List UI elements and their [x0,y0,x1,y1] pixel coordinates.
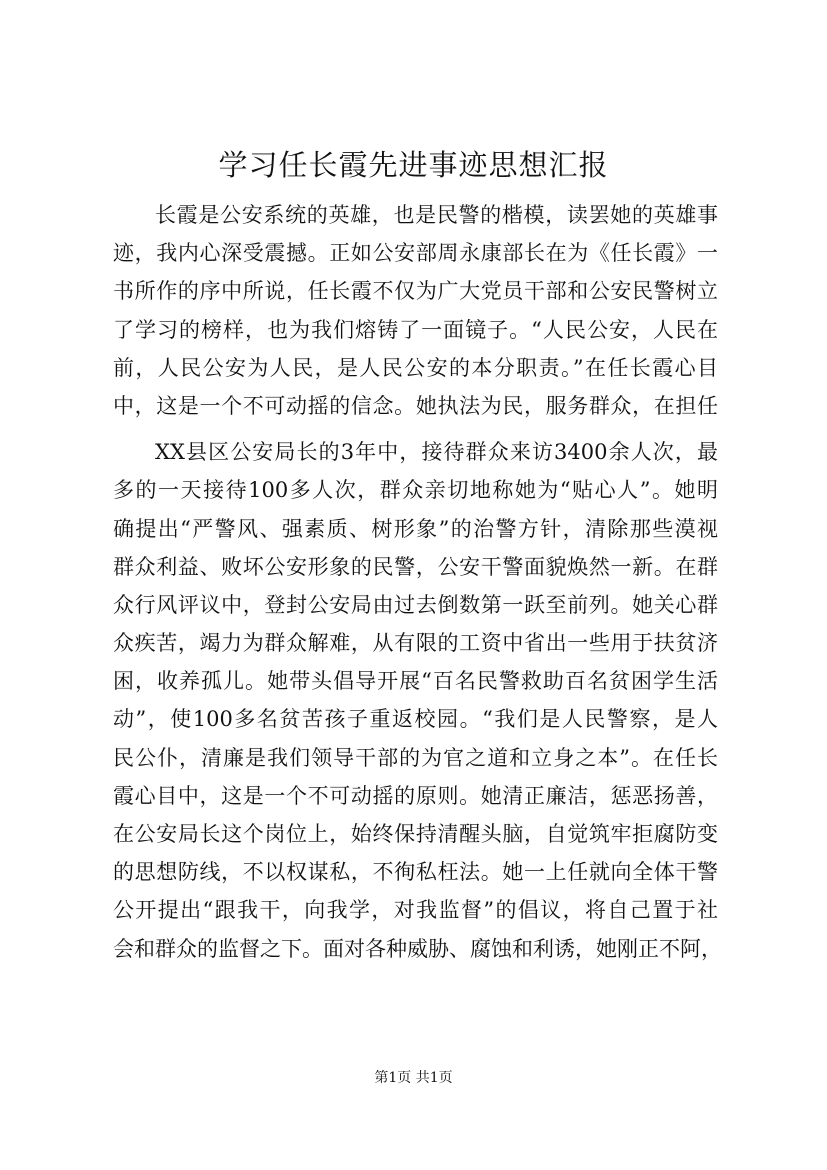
text-line: 了学习的榜样，也为我们熔铸了一面镜子。“人民公安，人民在 [113,317,718,342]
text-line: 的思想防线，不以权谋私，不徇私枉法。她一上任就向全体干警 [113,860,718,885]
text-line: 民公仆，清廉是我们领导干部的为官之道和立身之本”。在任长 [113,745,718,770]
text-line: 多的一天接待100多人次，群众亲切地称她为“贴心人”。她明 [113,478,718,503]
document-body [113,196,722,968]
text-line: 霞心目中，这是一个不可动摇的原则。她清正廉洁，惩恶扬善， [113,783,718,808]
text-line: XX县区公安局长的3年中，接待群众来访3400余人次，最 [155,440,718,465]
text-line: 书所作的序中所说，任长霞不仅为广大党员干部和公安民警树立 [113,279,718,304]
text-line: 困，收养孤儿。她带头倡导开展“百名民警救助百名贫困学生活 [113,669,718,694]
text-line: 迹，我内心深受震撼。正如公安部周永康部长在为《任长霞》一 [113,241,718,266]
text-line: 确提出“严警风、强素质、树形象”的治警方针，清除那些漠视 [113,516,718,541]
text-line: 群众利益、败坏公安形象的民警，公安干警面貌焕然一新。在群 [113,554,718,579]
paragraph-gap [113,425,718,433]
page-number-footer: 第1页 共1页 [374,1070,453,1086]
text-line: 长霞是公安系统的英雄，也是民警的楷模，读罢她的英雄事 [155,203,718,227]
text-line: 公开提出“跟我干，向我学，对我监督”的倡议，将自己置于社 [113,898,718,923]
text-line: 动”，使100多名贫苦孩子重返校园。“我们是人民警察，是人 [113,707,718,732]
text-line: 前，人民公安为人民，是人民公安的本分职责。”在任长霞心目 [113,355,718,380]
paragraph-1 [113,196,718,425]
text-line: 会和群众的监督之下。面对各种威胁、腐蚀和利诱，她刚正不阿， [113,936,722,961]
text-line: 众行风评议中，登封公安局由过去倒数第一跃至前列。她关心群 [113,592,718,617]
text-line: 众疾苦，竭力为群众解难，从有限的工资中省出一些用于扶贫济 [113,631,718,656]
text-line: 在公安局长这个岗位上，始终保持清醒头脑，自觉筑牢拒腐防变 [113,822,718,846]
paragraph-2 [113,433,722,968]
text-line: 中，这是一个不可动摇的信念。她执法为民，服务群众，在担任 [113,393,718,418]
document-title: 学习任长霞先进事迹思想汇报 [218,148,609,182]
